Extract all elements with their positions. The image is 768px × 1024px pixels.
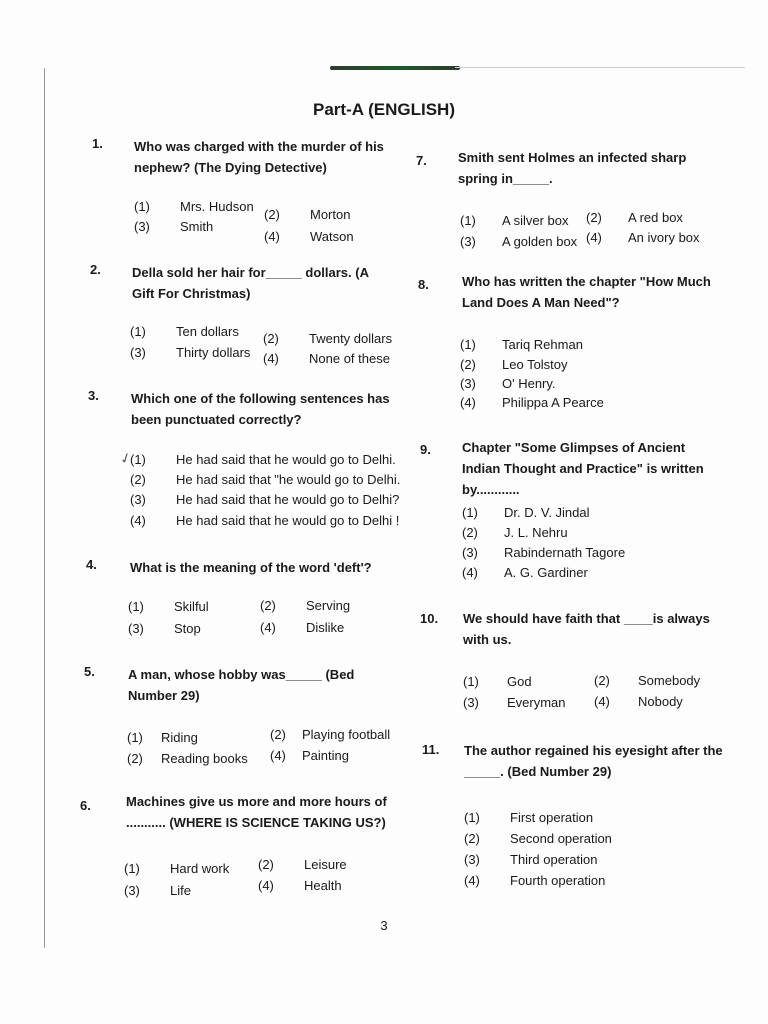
option: (4) Health (258, 878, 342, 893)
option: (2) A red box (586, 210, 683, 225)
option: (2) He had said that "he would go to Delhi. (130, 472, 401, 487)
option: (4) A. G. Gardiner (462, 565, 588, 580)
option: (2) Playing football (270, 727, 391, 742)
option: (1) First operation (464, 810, 594, 825)
question-text: A man, whose hobby was_____ (Bed Number 29) (128, 667, 355, 703)
option: (3) O' Henry. (460, 376, 556, 391)
question-number: 3. (88, 388, 99, 403)
question-number: 11. (422, 742, 440, 757)
question-text: Machines give us more and more hours of ........... (WHERE IS SCIENCE TAKING US?) (126, 794, 387, 830)
question-number: 10. (420, 611, 439, 626)
question-text: Della sold her hair for_____ dollars. (A Gift For Christmas) (132, 265, 369, 301)
option: (3) Thirty dollars (130, 345, 251, 360)
option: (3) He had said that he would go to Delhi? (130, 492, 400, 507)
top-rule-faint (455, 67, 745, 68)
option: (3) Third operation (464, 852, 598, 867)
option: (2) Leisure (258, 857, 347, 872)
option: (1) Mrs. Hudson (134, 199, 254, 214)
option: (2) Twenty dollars (263, 331, 393, 346)
option: (2) Morton (264, 207, 351, 222)
option: (3) Rabindernath Tagore (462, 545, 626, 560)
page-number: 3 (380, 918, 388, 933)
question-text: Who has written the chapter "How Much Land Does A Man Need"? (462, 274, 711, 310)
question-text: What is the meaning of the word 'deft'? (130, 560, 372, 575)
option: (4) Nobody (594, 694, 683, 709)
option: (1) Skilful (128, 599, 209, 614)
option: (3) A golden box (460, 234, 578, 249)
option: (4) An ivory box (586, 230, 700, 245)
option: (3) Everyman (463, 695, 566, 710)
question-text: Who was charged with the murder of his nephew? (The Dying Detective) (134, 139, 384, 175)
option: (4) Watson (264, 229, 354, 244)
option: (1) Ten dollars (130, 324, 239, 339)
option: (2) Serving (260, 598, 351, 613)
option: (3) Stop (128, 621, 201, 636)
page-title: Part-A (ENGLISH) (313, 100, 455, 119)
option: (2) Reading books (127, 751, 248, 766)
option: (2) Leo Tolstoy (460, 357, 568, 372)
question-number: 9. (420, 442, 431, 457)
option: (1) Hard work (124, 861, 230, 876)
question-number: 5. (84, 664, 95, 679)
top-rule (330, 66, 460, 70)
margin-line (44, 68, 45, 948)
check-mark-icon: ✓ (117, 448, 134, 468)
option: (4) Dislike (260, 620, 345, 635)
option: (1) He had said that he would go to Delhi. (130, 452, 396, 467)
question-number: 7. (416, 153, 427, 168)
question-number: 6. (80, 798, 91, 813)
option: (4) Philippa A Pearce (460, 395, 604, 410)
question-text: The author regained his eyesight after the _____. (Bed Number 29) (464, 743, 723, 779)
question-number: 4. (86, 557, 97, 572)
question-text: Chapter "Some Glimpses of Ancient Indian Thought and Practice" is written by............ (462, 440, 704, 497)
question-text: We should have faith that ____is always with us. (463, 611, 710, 647)
option: (4) Fourth operation (464, 873, 606, 888)
option: (2) J. L. Nehru (462, 525, 568, 540)
question-text: Smith sent Holmes an infected sharp spring in_____. (458, 150, 687, 186)
option: (1) Riding (127, 730, 198, 745)
option: (2) Second operation (464, 831, 612, 846)
option: (3) Life (124, 883, 191, 898)
option: (4) He had said that he would go to Delhi ! (130, 513, 400, 528)
option: (2) Somebody (594, 673, 701, 688)
question-text: Which one of the following sentences has been punctuated correctly? (131, 391, 390, 427)
option: (1) A silver box (460, 213, 569, 228)
question-number: 1. (92, 136, 103, 151)
option: (3) Smith (134, 219, 214, 234)
option: (1) God (463, 674, 532, 689)
option: (4) Painting (270, 748, 349, 763)
question-number: 2. (90, 262, 101, 277)
question-number: 8. (418, 277, 429, 292)
option: (1) Dr. D. V. Jindal (462, 505, 590, 520)
option: (4) None of these (263, 351, 390, 366)
option: (1) Tariq Rehman (460, 337, 583, 352)
